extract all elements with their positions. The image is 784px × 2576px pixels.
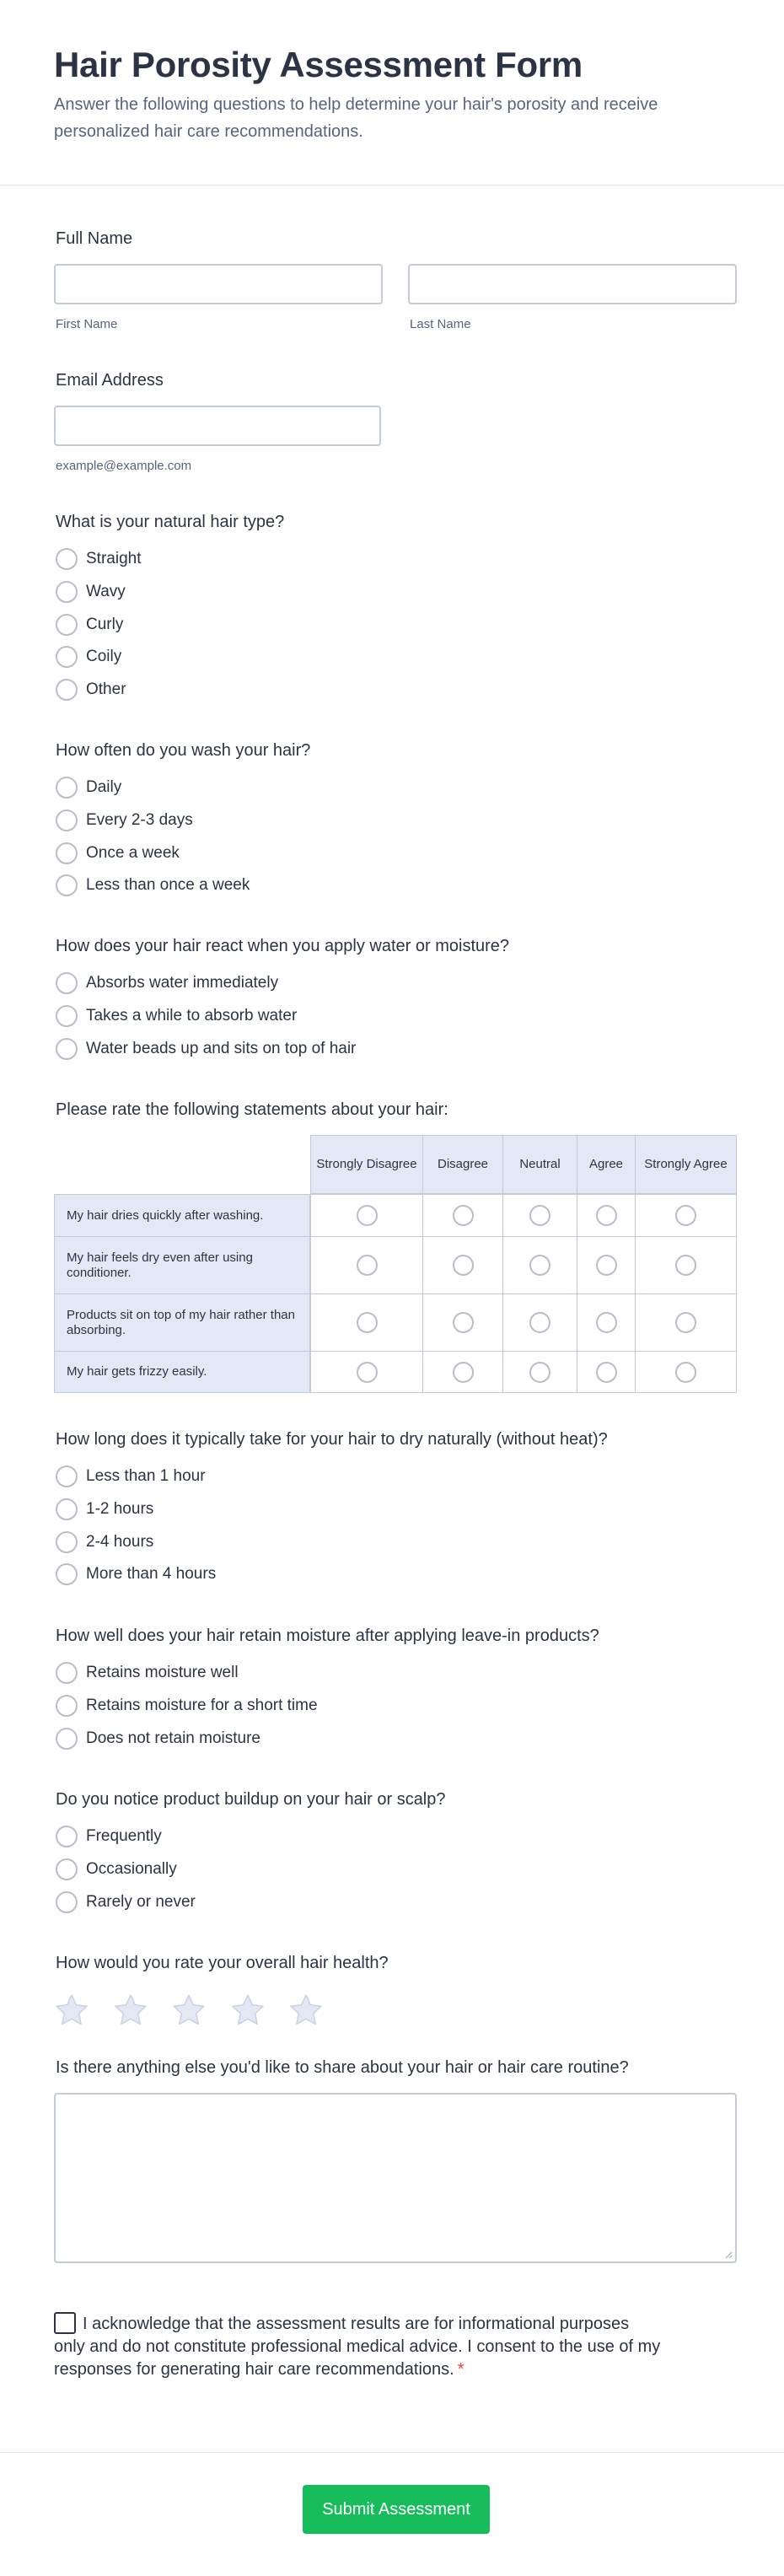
radio-button[interactable]: [56, 1465, 78, 1487]
moisture-option[interactable]: [56, 1722, 599, 1755]
matrix-cell[interactable]: [310, 1351, 423, 1393]
water-options: [56, 967, 509, 1065]
last-name-input[interactable]: [408, 264, 737, 304]
radio-option-label: 2-4 hours: [86, 1532, 154, 1551]
radio-option-label: Less than once a week: [86, 876, 250, 895]
wash-question: [56, 739, 310, 902]
buildup-option[interactable]: [56, 1885, 446, 1918]
matrix-cell[interactable]: [422, 1293, 503, 1352]
matrix-cell[interactable]: [502, 1293, 577, 1352]
moisture-question: [56, 1625, 599, 1755]
hair-type-label: What is your natural hair type?: [56, 513, 285, 531]
matrix-cell[interactable]: [577, 1293, 636, 1352]
full-name-label: Full Name: [56, 229, 133, 248]
radio-button[interactable]: [56, 1728, 78, 1750]
matrix-radio-button[interactable]: [529, 1205, 550, 1226]
radio-button[interactable]: [56, 581, 78, 603]
matrix-radio-button[interactable]: [453, 1205, 474, 1226]
email-sublabel: example@example.com: [56, 459, 192, 473]
hair-type-option[interactable]: [56, 576, 284, 609]
matrix-radio-button[interactable]: [357, 1312, 378, 1333]
hair-type-option[interactable]: [56, 608, 284, 641]
wash-label: How often do you wash your hair?: [56, 741, 311, 760]
buildup-options: [56, 1820, 446, 1918]
radio-button[interactable]: [56, 1038, 78, 1060]
matrix-column-header: Agree: [577, 1135, 636, 1194]
notes-textarea[interactable]: [54, 2093, 737, 2263]
radio-button[interactable]: [56, 1858, 78, 1880]
form-header: [0, 0, 784, 186]
required-asterisk: *: [457, 2360, 464, 2379]
matrix-cell[interactable]: [310, 1194, 423, 1237]
radio-option-label: Once a week: [86, 843, 180, 862]
matrix-cell[interactable]: [502, 1236, 577, 1294]
matrix-row-label: Products sit on top of my hair rather than absorbing.: [54, 1293, 310, 1352]
matrix-radio-button[interactable]: [596, 1205, 617, 1226]
matrix-cell[interactable]: [577, 1194, 636, 1237]
star-icon[interactable]: [288, 1993, 324, 2028]
matrix-cell[interactable]: [635, 1236, 737, 1294]
radio-button[interactable]: [56, 1498, 78, 1520]
matrix-column-header: Disagree: [422, 1135, 503, 1194]
radio-option-label: Occasionally: [86, 1860, 177, 1879]
water-option[interactable]: [56, 967, 509, 1000]
radio-option-label: Daily: [86, 778, 122, 797]
radio-option-label: Wavy: [86, 583, 126, 601]
radio-option-label: Retains moisture for a short time: [86, 1697, 318, 1715]
matrix-cell[interactable]: [635, 1351, 737, 1393]
water-option[interactable]: [56, 1032, 509, 1065]
consent-checkbox[interactable]: [54, 2312, 76, 2334]
radio-button[interactable]: [56, 614, 78, 636]
matrix-radio-button[interactable]: [357, 1205, 378, 1226]
matrix-question: [56, 1099, 448, 1121]
star-icon[interactable]: [113, 1993, 148, 2028]
health-label: How would you rate your overall hair health?: [56, 1954, 389, 1972]
hair-type-question: [56, 511, 284, 706]
dry-option[interactable]: [56, 1558, 608, 1591]
wash-option[interactable]: [56, 772, 310, 804]
matrix-radio-button[interactable]: [453, 1312, 474, 1333]
radio-option-label: Coily: [86, 648, 122, 666]
matrix-row-label: My hair dries quickly after washing.: [54, 1194, 310, 1237]
hair-type-option[interactable]: [56, 674, 284, 707]
matrix-cell[interactable]: [310, 1236, 423, 1294]
water-label: How does your hair react when you apply water or moisture?: [56, 937, 510, 955]
first-name-input[interactable]: [54, 264, 383, 304]
moisture-options: [56, 1657, 599, 1755]
radio-option-label: Does not retain moisture: [86, 1729, 260, 1747]
dry-question: [56, 1428, 608, 1591]
matrix-radio-button[interactable]: [675, 1312, 696, 1333]
matrix-cell[interactable]: [635, 1194, 737, 1237]
matrix-radio-button[interactable]: [453, 1362, 474, 1383]
radio-button[interactable]: [56, 1531, 78, 1553]
matrix-cell[interactable]: [422, 1236, 503, 1294]
radio-button[interactable]: [56, 809, 78, 831]
buildup-option[interactable]: [56, 1853, 446, 1886]
matrix-cell[interactable]: [502, 1351, 577, 1393]
notes-label: Is there anything else you'd like to share about your hair or hair care routine?: [56, 2058, 629, 2077]
star-rating: [54, 1993, 389, 2028]
email-input[interactable]: [54, 406, 381, 446]
radio-button[interactable]: [56, 646, 78, 668]
matrix-radio-button[interactable]: [675, 1362, 696, 1383]
radio-button[interactable]: [56, 842, 78, 864]
hair-type-options: [56, 543, 284, 706]
radio-option-label: Every 2-3 days: [86, 811, 193, 830]
matrix-cell[interactable]: [635, 1293, 737, 1352]
consent-text: I acknowledge that the assessment results are for informational purposes only and do not constitute professional medical advice. I consent to the use of my responses for generating hair care recommendations.: [54, 2315, 661, 2379]
matrix-row-label: My hair feels dry even after using conditioner.: [54, 1236, 310, 1294]
radio-option-label: Frequently: [86, 1827, 162, 1846]
dry-option[interactable]: [56, 1525, 608, 1558]
radio-button[interactable]: [56, 1662, 78, 1684]
matrix-label: Please rate the following statements about your hair:: [56, 1100, 448, 1119]
dry-label: How long does it typically take for your hair to dry naturally (without heat)?: [56, 1430, 608, 1449]
resize-grip-icon[interactable]: [724, 2251, 733, 2259]
matrix-radio-button[interactable]: [529, 1255, 550, 1276]
matrix-radio-button[interactable]: [357, 1362, 378, 1383]
wash-options: [56, 772, 310, 902]
hair-type-option[interactable]: [56, 641, 284, 674]
footer-divider: [0, 2452, 784, 2453]
star-icon[interactable]: [171, 1993, 207, 2028]
water-question: [56, 935, 509, 1065]
hair-type-option[interactable]: [56, 543, 284, 576]
matrix-radio-button[interactable]: [453, 1255, 474, 1276]
radio-option-label: Other: [86, 680, 126, 699]
radio-button[interactable]: [56, 1563, 78, 1585]
matrix-cell[interactable]: [422, 1194, 503, 1237]
buildup-option[interactable]: [56, 1820, 446, 1853]
matrix-cell[interactable]: [502, 1194, 577, 1237]
wash-option[interactable]: [56, 869, 310, 902]
matrix-radio-button[interactable]: [357, 1255, 378, 1276]
radio-button[interactable]: [56, 1891, 78, 1913]
radio-option-label: Retains moisture well: [86, 1664, 239, 1682]
radio-option-label: Takes a while to absorb water: [86, 1007, 298, 1025]
form-subtitle: Answer the following questions to help determine your hair's porosity and receive personalized hair care recommendations.: [54, 95, 658, 141]
buildup-question: [56, 1788, 446, 1918]
moisture-option[interactable]: [56, 1690, 599, 1723]
dry-option[interactable]: [56, 1493, 608, 1526]
matrix-cell[interactable]: [310, 1293, 423, 1352]
radio-button[interactable]: [56, 1005, 78, 1027]
radio-option-label: More than 4 hours: [86, 1565, 217, 1584]
dry-option[interactable]: [56, 1460, 608, 1493]
radio-button[interactable]: [56, 972, 78, 994]
matrix-cell[interactable]: [577, 1351, 636, 1393]
matrix-row-label: My hair gets frizzy easily.: [54, 1351, 310, 1393]
submit-button[interactable]: Submit Assessment: [303, 2485, 490, 2534]
radio-button[interactable]: [56, 1826, 78, 1847]
matrix-radio-button[interactable]: [596, 1312, 617, 1333]
matrix-radio-button[interactable]: [529, 1362, 550, 1383]
matrix-radio-button[interactable]: [675, 1255, 696, 1276]
form-title: Hair Porosity Assessment Form: [54, 45, 583, 84]
wash-option[interactable]: [56, 836, 310, 869]
star-icon[interactable]: [230, 1993, 266, 2028]
radio-option-label: Water beads up and sits on top of hair: [86, 1039, 357, 1057]
radio-option-label: Curly: [86, 615, 124, 633]
matrix-column-header: Strongly Agree: [635, 1135, 737, 1194]
health-question: [54, 1952, 389, 2028]
moisture-option[interactable]: [56, 1657, 599, 1690]
matrix-column-header: Neutral: [502, 1135, 577, 1194]
radio-option-label: Rarely or never: [86, 1892, 196, 1911]
dry-options: [56, 1460, 608, 1591]
matrix-cell[interactable]: [422, 1351, 503, 1393]
matrix-column-header: Strongly Disagree: [310, 1135, 423, 1194]
consent-block: [54, 2312, 661, 2381]
matrix-radio-button[interactable]: [529, 1312, 550, 1333]
email-label: Email Address: [56, 371, 164, 390]
radio-option-label: Less than 1 hour: [86, 1467, 206, 1486]
radio-button[interactable]: [56, 874, 78, 896]
radio-button[interactable]: [56, 777, 78, 799]
buildup-label: Do you notice product buildup on your hair or scalp?: [56, 1790, 446, 1809]
notes-question: [56, 2057, 629, 2079]
radio-option-label: Absorbs water immediately: [86, 974, 279, 992]
star-icon[interactable]: [54, 1993, 89, 2028]
water-option[interactable]: [56, 1000, 509, 1033]
matrix-radio-button[interactable]: [596, 1362, 617, 1383]
radio-button[interactable]: [56, 679, 78, 701]
radio-option-label: Straight: [86, 550, 142, 568]
matrix-cell[interactable]: [577, 1236, 636, 1294]
wash-option[interactable]: [56, 804, 310, 837]
moisture-label: How well does your hair retain moisture after applying leave-in products?: [56, 1627, 599, 1645]
first-name-sublabel: First Name: [56, 317, 118, 331]
matrix-radio-button[interactable]: [675, 1205, 696, 1226]
matrix-radio-button[interactable]: [596, 1255, 617, 1276]
radio-button[interactable]: [56, 548, 78, 570]
last-name-sublabel: Last Name: [410, 317, 471, 331]
radio-button[interactable]: [56, 1695, 78, 1717]
radio-option-label: 1-2 hours: [86, 1500, 154, 1519]
